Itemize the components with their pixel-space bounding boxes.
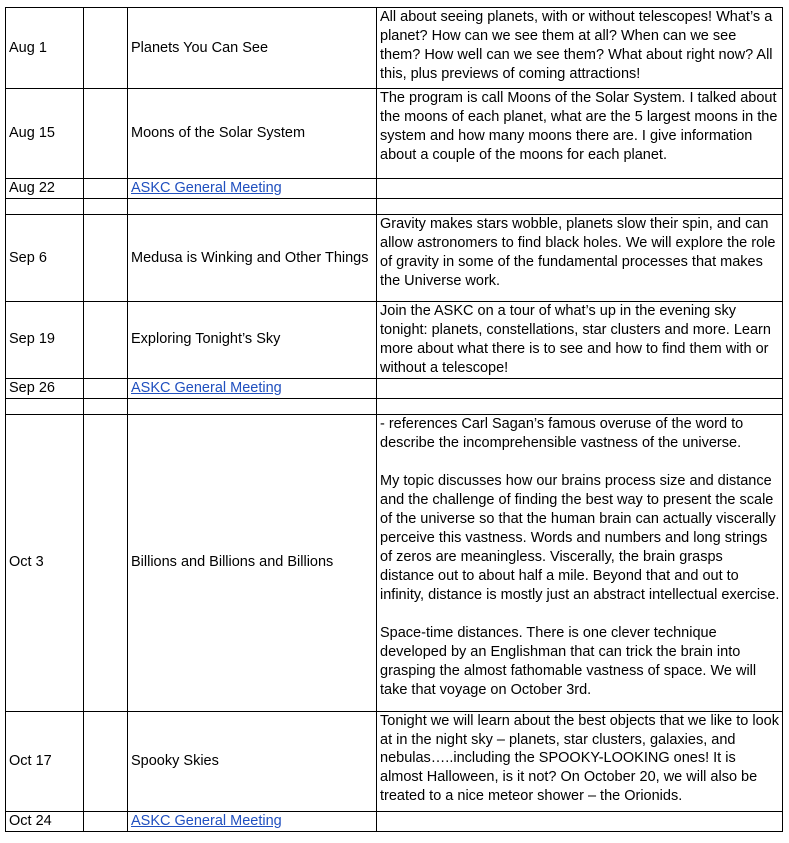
event-date: Aug 15 <box>6 89 84 179</box>
event-description <box>377 811 783 831</box>
event-title: Medusa is Winking and Other Things <box>131 249 369 266</box>
empty-cell <box>84 398 128 414</box>
empty-cell <box>6 199 84 215</box>
empty-cell <box>84 179 128 199</box>
event-row <box>6 8 783 89</box>
event-description: Tonight we will learn about the best objects that we like to look at in the night sky – planets, star clusters, galaxies, and nebulas…..including the SPOOKY-LOOKING ones! It is almost Halloween, is it not? On October 20, we will also be treated to a nice meteor shower – the Orionids. <box>377 711 783 811</box>
event-row <box>6 179 783 199</box>
empty-cell <box>128 199 377 215</box>
empty-cell <box>84 711 128 811</box>
empty-cell <box>84 89 128 179</box>
event-row <box>6 711 783 811</box>
event-date: Aug 22 <box>6 179 84 199</box>
description-paragraph: My topic discusses how our brains process size and distance and the challenge of finding the best way to present the scale of the universe so that the human brain can actually viscerally perceive this vastness. Words and numbers and long strings of zeros are meaningless. Viscerally, the brain grasps distance out to about half a mile. Beyond that and out to infinity, distance is mostly just an abstract intellectual exercise. <box>380 472 780 603</box>
event-date: Sep 19 <box>6 302 84 379</box>
event-description: Join the ASKC on a tour of what’s up in the evening sky tonight: planets, constellations, star clusters and more. Learn more about what there is to see and how to find them with or without a telescope! <box>377 302 783 379</box>
event-description: The program is call Moons of the Solar System. I talked about the moons of each planet, what are the 5 largest moons in the system and how many moons there are. I give information about a couple of the moons for each planet. <box>377 89 783 179</box>
event-description <box>377 414 783 711</box>
empty-cell <box>84 378 128 398</box>
general-meeting-link[interactable]: ASKC General Meeting <box>131 180 282 196</box>
description-paragraph: - references Carl Sagan’s famous overuse of the word to describe the incomprehensible vastness of the universe. <box>380 415 744 451</box>
empty-cell <box>84 215 128 302</box>
event-title-cell <box>128 179 377 199</box>
event-date: Aug 1 <box>6 8 84 89</box>
event-description: Gravity makes stars wobble, planets slow their spin, and can allow astronomers to find black holes. We will explore the role of gravity in some of the fundamental processes that makes the Universe work. <box>377 215 783 302</box>
event-description: All about seeing planets, with or without telescopes! What’s a planet? How can we see them at all? When can we see them? How well can we see them? What about right now? All this, plus previews of coming attractions! <box>377 8 783 89</box>
event-row <box>6 811 783 831</box>
event-title: Planets You Can See <box>128 8 377 89</box>
event-description <box>377 179 783 199</box>
event-row <box>6 215 783 302</box>
event-title-cell <box>128 811 377 831</box>
events-schedule-table <box>5 7 783 832</box>
empty-cell <box>377 398 783 414</box>
spacer-row <box>6 199 783 215</box>
event-date: Sep 26 <box>6 378 84 398</box>
general-meeting-link[interactable]: ASKC General Meeting <box>131 379 282 396</box>
empty-cell <box>6 398 84 414</box>
empty-cell <box>84 414 128 711</box>
event-title: Exploring Tonight’s Sky <box>128 302 377 379</box>
event-description <box>377 378 783 398</box>
event-title: Moons of the Solar System <box>128 89 377 179</box>
event-row <box>6 378 783 398</box>
empty-cell <box>84 811 128 831</box>
event-title: Billions and Billions and Billions <box>128 414 377 711</box>
general-meeting-link[interactable]: ASKC General Meeting <box>131 812 282 829</box>
description-paragraph: Space-time distances. There is one clever technique developed by an Englishman that can trick the brain into grasping the almost fathomable vastness of space. We will take that voyage on October 3rd. <box>380 624 757 698</box>
event-title-cell <box>128 215 377 302</box>
empty-cell <box>377 199 783 215</box>
event-row <box>6 414 783 711</box>
empty-cell <box>84 302 128 379</box>
empty-cell <box>84 199 128 215</box>
empty-cell <box>128 398 377 414</box>
event-row <box>6 302 783 379</box>
event-date: Oct 3 <box>6 414 84 711</box>
spacer-row <box>6 398 783 414</box>
empty-cell <box>84 8 128 89</box>
event-row <box>6 89 783 179</box>
event-title: Spooky Skies <box>128 711 377 811</box>
event-date: Oct 17 <box>6 711 84 811</box>
event-title-cell <box>128 378 377 398</box>
event-date: Oct 24 <box>6 811 84 831</box>
event-date: Sep 6 <box>6 215 84 302</box>
